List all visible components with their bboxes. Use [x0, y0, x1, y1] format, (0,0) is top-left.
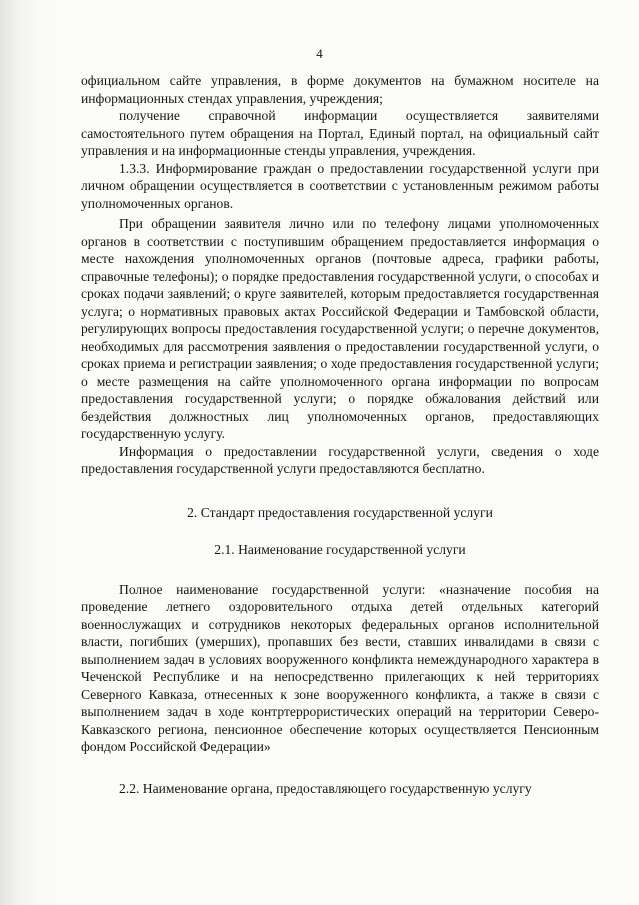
paragraph-reference-info: получение справочной информации осуществляется заявителями самостоятельного путем обращения на Портал, Единый портал, на официальный сайт управления и на информационные стенды управления, учреждения.	[81, 108, 599, 158]
section-heading-2-2: 2.2. Наименование органа, предоставляющего государственную услугу	[119, 780, 532, 796]
section-heading-2-1: 2.1. Наименование государственной услуги	[214, 542, 466, 557]
paragraph-1-3-3: 1.3.3. Информирование граждан о предоставлении государственной услуги при личном обращении осуществляется в соответствии с установленным режимом работы уполномоченных органов.	[81, 160, 599, 211]
scan-edge-shadow	[0, 0, 62, 905]
page-number: 4	[316, 46, 323, 61]
paragraph-service-full-name: Полное наименование государственной услуги: «назначение пособия на проведение летнего оздоровительного отдыха детей отдельных категорий военнослужащих и сотрудников некоторых федеральных органов исполнительной власти, погибших (умерших), пропавших без вести, ставших инвалидами в связи с выполнением задач в условиях вооруженного конфликта немеждународного характера в Чеченской Республике и на непосредственно прилегающих к ней территориях Северного Кавказа, отнесенных к зоне вооруженного конфликта, а также в связи с выполнением задач в ходе контртеррористических операций на территории Северо-Кавказского региона, пенсионное обеспечение которых осуществляется Пенсионным фондом Российской Федерации»	[81, 581, 599, 754]
paragraph-free-of-charge: Информация о предоставлении государственной услуги, сведения о ходе предоставления государственной услуги предоставляются бесплатно.	[81, 443, 599, 476]
paragraph-personal-appeal: При обращении заявителя лично или по телефону лицами уполномоченных органов в соответствии с поступившим обращением предоставляется информация о месте нахождения уполномоченных органов (почтовые адреса, графики работы, справочные телефоны); о порядке предоставления государственной услуги, о способах и сроках подачи заявлений; о круге заявителей, которым предоставляется государственная услуга; о нормативных правовых актах Российской Федерации и Тамбовской области, регулирующих вопросы предоставления государственной услуги; о перечне документов, необходимых для рассмотрения заявления о предоставлении государственной услуги, о сроках приема и регистрации заявления; о ходе предоставления государственной услуги; о месте размещения на сайте уполномоченного органа информации по вопросам предоставления государственной услуги; о порядке обжалования действий или бездействия должностных лиц уполномоченных органов, предоставляющих государственную услугу.	[81, 216, 599, 441]
section-heading-2: 2. Стандарт предоставления государственной услуги	[187, 504, 493, 520]
paragraph-info-stands: официальном сайте управления, в форме документов на бумажном носителе на информационных стендах управления, учреждения;	[81, 73, 599, 106]
document-body	[81, 72, 599, 797]
